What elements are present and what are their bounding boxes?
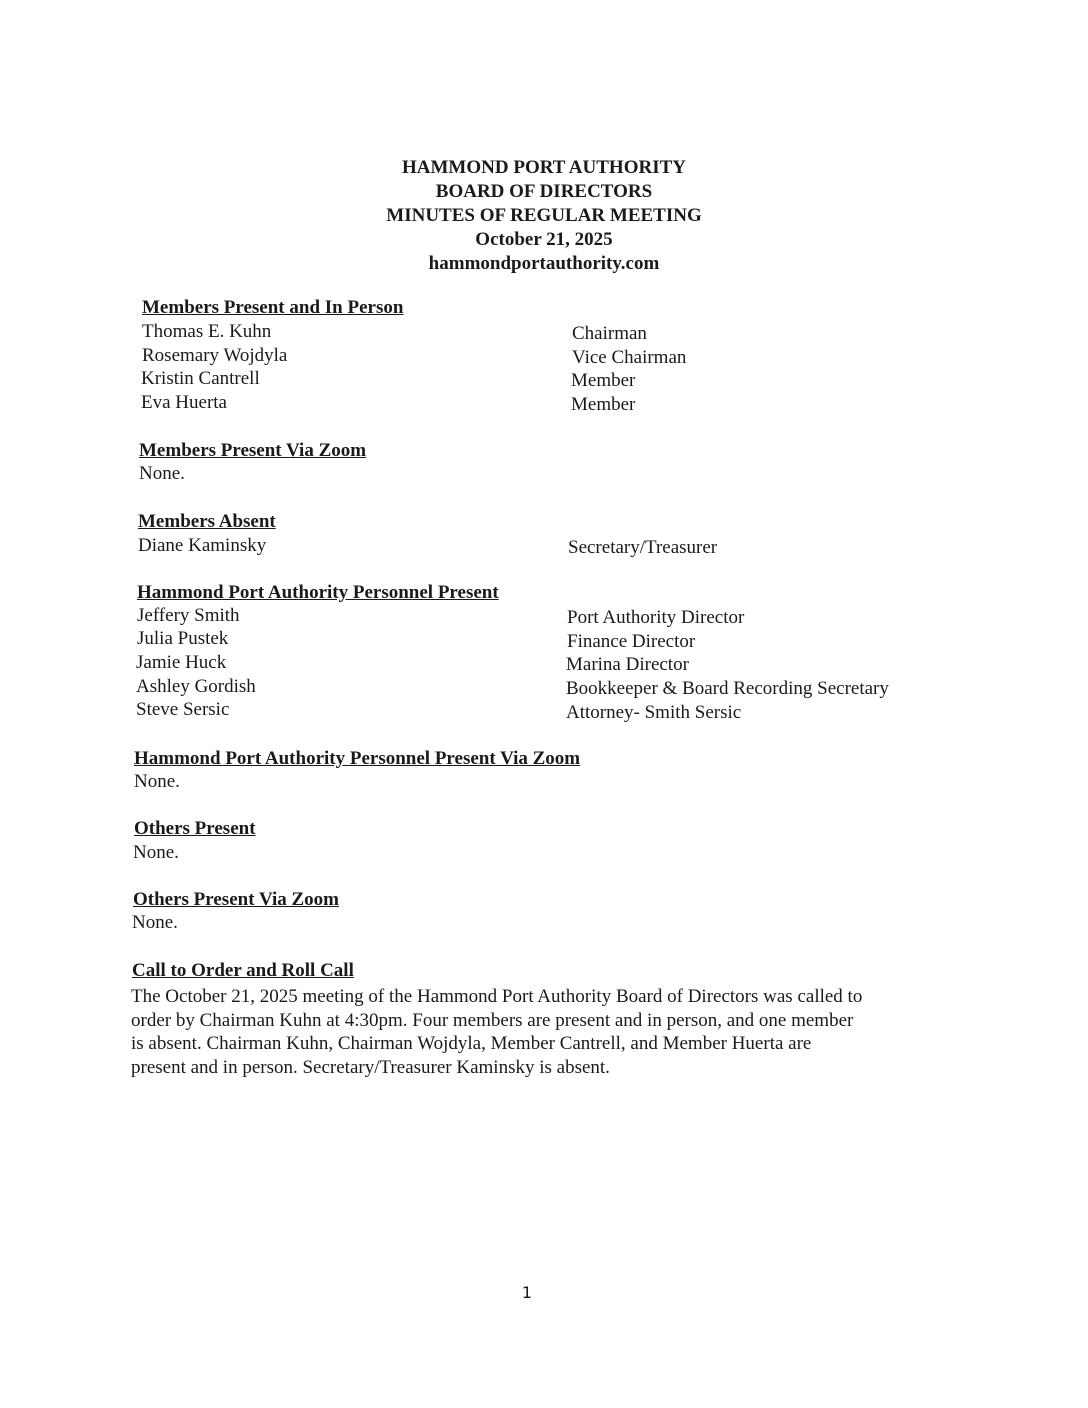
personnel-name: Steve Sersic	[136, 699, 230, 720]
paragraph-line: order by Chairman Kuhn at 4:30pm. Four members are present and in person, and one member	[131, 1009, 854, 1031]
others-present-title: Others Present	[134, 818, 256, 839]
member-name: Eva Huerta	[141, 392, 227, 413]
personnel-role: Port Authority Director	[567, 607, 745, 628]
personnel-zoom-value: None.	[134, 771, 180, 792]
personnel-role: Attorney- Smith Sersic	[566, 702, 742, 723]
member-name: Kristin Cantrell	[141, 368, 260, 389]
member-role: Vice Chairman	[572, 347, 687, 368]
call-to-order-title: Call to Order and Roll Call	[132, 960, 354, 981]
members-zoom-value: None.	[139, 463, 185, 484]
personnel-name: Jamie Huck	[136, 652, 227, 673]
absent-member-role: Secretary/Treasurer	[568, 537, 718, 558]
personnel-role: Marina Director	[566, 654, 689, 675]
personnel-role: Bookkeeper & Board Recording Secretary	[566, 678, 889, 699]
member-name: Rosemary Wojdyla	[142, 345, 288, 366]
member-role: Member	[571, 370, 636, 391]
personnel-name: Ashley Gordish	[136, 676, 256, 697]
others-zoom-value: None.	[132, 912, 178, 933]
page-number: 1	[521, 1283, 533, 1302]
document-type: MINUTES OF REGULAR MEETING	[386, 205, 702, 226]
paragraph-line: present and in person. Secretary/Treasurer Kaminsky is absent.	[131, 1056, 610, 1078]
members-absent-title: Members Absent	[138, 511, 276, 532]
members-present-title: Members Present and In Person	[142, 297, 404, 318]
paragraph-line: is absent. Chairman Kuhn, Chairman Wojdyla, Member Cantrell, and Member Huerta are	[131, 1033, 812, 1054]
member-role: Chairman	[572, 323, 647, 344]
personnel-name: Jeffery Smith	[137, 605, 240, 626]
personnel-present-title: Hammond Port Authority Personnel Present	[137, 582, 499, 603]
others-present-value: None.	[133, 842, 179, 863]
member-role: Member	[571, 394, 636, 415]
org-name: HAMMOND PORT AUTHORITY	[402, 157, 686, 178]
personnel-role: Finance Director	[567, 631, 696, 652]
paragraph-line: The October 21, 2025 meeting of the Hammond Port Authority Board of Directors was called to	[131, 986, 863, 1007]
personnel-zoom-title: Hammond Port Authority Personnel Present Via Zoom	[134, 748, 581, 769]
meeting-date: October 21, 2025	[475, 229, 613, 250]
document-header	[0, 156, 1088, 276]
call-to-order-paragraph	[131, 985, 931, 1079]
others-zoom-title: Others Present Via Zoom	[133, 889, 339, 910]
absent-member-name: Diane Kaminsky	[138, 535, 267, 556]
website: hammondportauthority.com	[428, 253, 660, 274]
personnel-name: Julia Pustek	[137, 628, 229, 649]
member-name: Thomas E. Kuhn	[142, 321, 272, 342]
members-zoom-title: Members Present Via Zoom	[139, 440, 367, 461]
board-name: BOARD OF DIRECTORS	[435, 181, 653, 202]
